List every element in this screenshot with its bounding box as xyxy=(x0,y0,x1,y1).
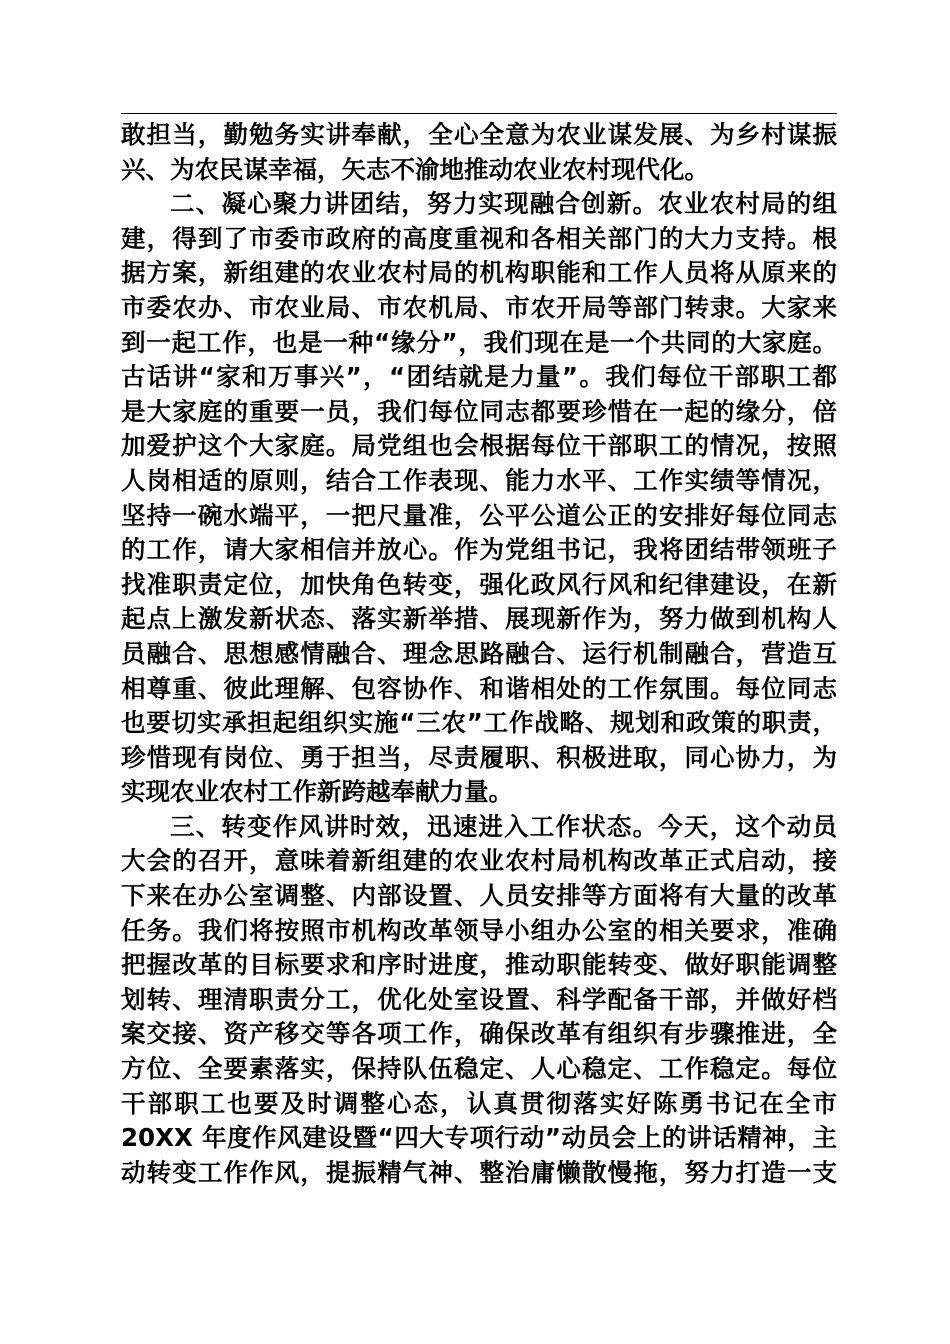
text-line: 相尊重、彼此理解、包容协作、和谐相处的工作氛围。每位同志 xyxy=(121,673,837,703)
text-line: 方位、全要素落实，保持队伍稳定、人心稳定、工作稳定。每位 xyxy=(121,1054,837,1084)
text-line: 下来在办公室调整、内部设置、人员安排等方面将有大量的改革 xyxy=(121,881,837,911)
text-line: 20XX 年度作风建设暨“四大专项行动”动员会上的讲话精神，主 xyxy=(121,1123,837,1153)
text-line: 员融合、思想感情融合、理念思路融合、运行机制融合，营造互 xyxy=(121,638,837,668)
text-line: 案交接、资产移交等各项工作，确保改革有组织有步骤推进，全 xyxy=(121,1019,837,1049)
text-line: 敢担当，勤勉务实讲奉献，全心全意为农业谋发展、为乡村谋振 xyxy=(121,120,837,149)
paragraph-first-line: 二、凝心聚力讲团结，努力实现融合创新。农业农村局的组 xyxy=(170,189,837,219)
text-line: 是大家庭的重要一员，我们每位同志都要珍惜在一起的缘分，倍 xyxy=(121,396,837,426)
paragraph-first-line: 三、转变作风讲时效，迅速进入工作状态。今天，这个动员 xyxy=(170,811,837,841)
text-line: 大会的召开，意味着新组建的农业农村局机构改革正式启动，接 xyxy=(121,846,837,876)
text-line: 人岗相适的原则，结合工作表现、能力水平、工作实绩等情况， xyxy=(121,465,837,495)
text-line: 任务。我们将按照市机构改革领导小组办公室的相关要求，准确 xyxy=(121,915,837,945)
text-line: 市委农办、市农业局、市农机局、市农开局等部门转隶。大家来 xyxy=(121,292,837,322)
text-line: 实现农业农村工作新跨越奉献力量。 xyxy=(121,777,513,807)
text-line: 珍惜现有岗位、勇于担当，尽责履职、积极进取，同心协力，为 xyxy=(121,742,837,772)
text-line: 干部职工也要及时调整心态，认真贯彻落实好陈勇书记在全市 xyxy=(121,1088,837,1118)
text-line: 起点上激发新状态、落实新举措、展现新作为，努力做到机构人 xyxy=(121,604,837,634)
text-line: 动转变工作作风，提振精气神、整治庸懒散慢拖，努力打造一支 xyxy=(121,1157,837,1187)
document-body xyxy=(121,118,837,1190)
text-line: 也要切实承担起组织实施“三农”工作战略、规划和政策的职责， xyxy=(121,708,837,738)
text-line: 建，得到了市委市政府的高度重视和各相关部门的大力支持。根 xyxy=(121,223,837,253)
text-line: 加爱护这个大家庭。局党组也会根据每位干部职工的情况，按照 xyxy=(121,431,837,461)
text-line: 划转、理清职责分工，优化处室设置、科学配备干部，并做好档 xyxy=(121,984,837,1014)
header-rule xyxy=(121,113,837,114)
text-line: 的工作，请大家相信并放心。作为党组书记，我将团结带领班子 xyxy=(121,535,837,565)
text-line: 把握改革的目标要求和序时进度，推动职能转变、做好职能调整 xyxy=(121,950,837,980)
text-line: 坚持一碗水端平，一把尺量准，公平公道公正的安排好每位同志 xyxy=(121,500,837,530)
text-line: 据方案，新组建的农业农村局的机构职能和工作人员将从原来的 xyxy=(121,258,837,288)
text-line: 兴、为农民谋幸福，矢志不渝地推动农业农村现代化。 xyxy=(121,154,709,184)
text-line: 到一起工作，也是一种“缘分”，我们现在是一个共同的大家庭。 xyxy=(121,327,837,357)
text-line: 古话讲“家和万事兴”，“团结就是力量”。我们每位干部职工都 xyxy=(121,362,837,392)
text-line: 找准职责定位，加快角色转变，强化政风行风和纪律建设，在新 xyxy=(121,569,837,599)
